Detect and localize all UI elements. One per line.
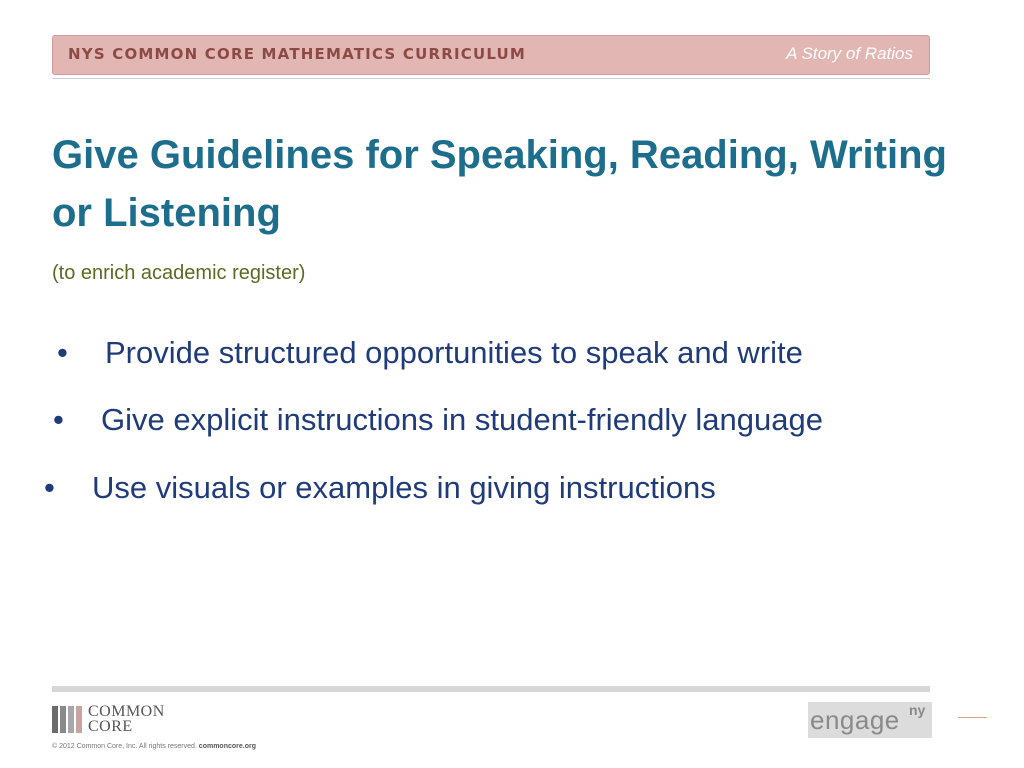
footer-divider <box>52 686 930 692</box>
copyright-site: commoncore.org <box>198 743 256 750</box>
accent-line <box>958 717 987 718</box>
module-title: A Story of Ratios <box>786 44 913 63</box>
curriculum-title: NYS COMMON CORE MATHEMATICS CURRICULUM <box>68 45 527 63</box>
bullet-item <box>57 335 803 371</box>
header-divider <box>52 78 930 79</box>
copyright-text: © 2012 Common Core, Inc. All rights reserved. <box>52 743 197 750</box>
bullet-icon: • <box>44 470 55 505</box>
slide-subtitle: (to enrich academic register) <box>52 262 306 284</box>
bullet-icon: • <box>57 335 68 370</box>
bullet-text: Provide structured opportunities to speak and write <box>105 335 803 370</box>
logo-line-1: COMMON <box>88 703 165 720</box>
bullet-text: Give explicit instructions in student-friendly language <box>101 402 823 437</box>
common-core-bars-icon <box>52 706 82 733</box>
copyright-notice <box>52 743 256 750</box>
curriculum-header-bar <box>52 35 930 75</box>
bullet-item <box>44 470 716 506</box>
bullet-icon: • <box>53 402 64 437</box>
logo-line-2: CORE <box>88 718 133 735</box>
engageny-logo <box>808 702 932 738</box>
bullet-text: Use visuals or examples in giving instructions <box>92 470 716 505</box>
slide-title: Give Guidelines for Speaking, Reading, Writing or Listening <box>52 133 947 235</box>
engage-sup: ny <box>909 702 926 718</box>
bullet-item <box>53 402 823 438</box>
common-core-logo <box>52 704 165 734</box>
engage-word: engage <box>810 705 900 735</box>
